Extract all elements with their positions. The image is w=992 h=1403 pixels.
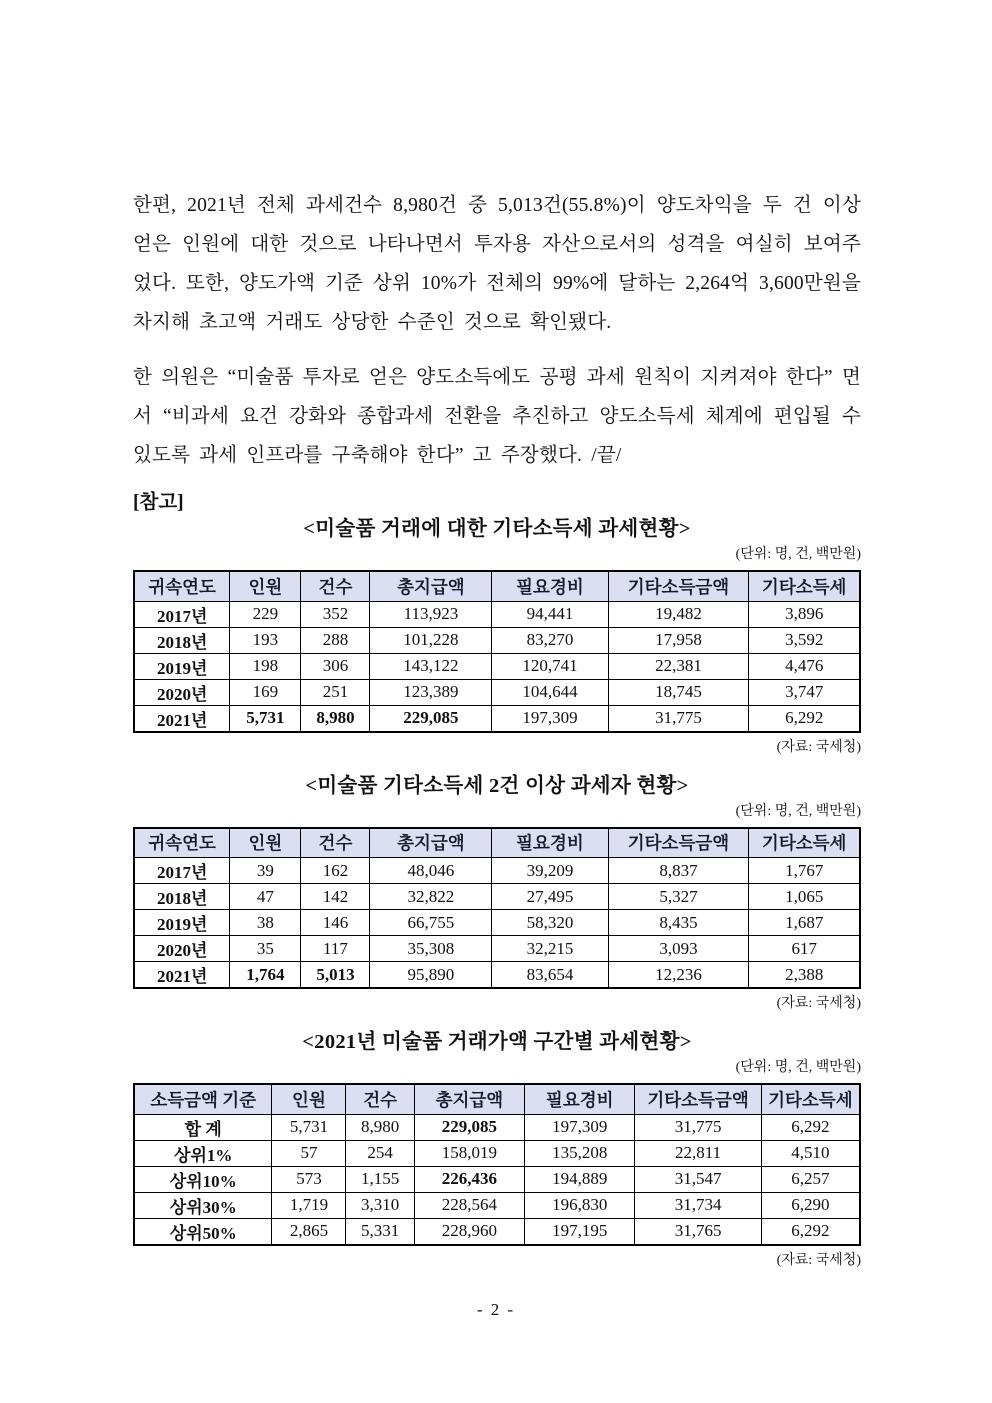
table-cell: 2019년 bbox=[134, 653, 230, 679]
table-cell: 5,331 bbox=[346, 1218, 414, 1245]
table-cell: 35 bbox=[230, 936, 301, 962]
table-header-row bbox=[134, 1084, 860, 1114]
table-cell: 31,775 bbox=[635, 1114, 761, 1140]
table-cell: 83,654 bbox=[492, 962, 608, 989]
table-section-3 bbox=[133, 1028, 861, 1271]
table-cell: 1,767 bbox=[749, 858, 860, 884]
table-cell: 229 bbox=[230, 601, 301, 627]
unit-note: (단위: 명, 건, 백만원) bbox=[735, 803, 861, 819]
unit-note: (단위: 명, 건, 백만원) bbox=[735, 547, 861, 562]
table-cell: 3,592 bbox=[749, 627, 860, 653]
header-cell: 귀속연도 bbox=[134, 571, 230, 601]
table-cell: 19,482 bbox=[608, 601, 749, 627]
table-cell: 104,644 bbox=[492, 679, 608, 705]
header-cell: 기타소득금액 bbox=[608, 828, 749, 858]
multi-transaction-table bbox=[133, 827, 861, 990]
table-row bbox=[134, 705, 860, 732]
table-cell: 1,764 bbox=[230, 962, 301, 989]
table-row bbox=[134, 858, 860, 884]
table-cell: 2020년 bbox=[134, 679, 230, 705]
header-cell: 인원 bbox=[230, 828, 301, 858]
table-cell: 상위1% bbox=[134, 1140, 272, 1166]
table-cell: 8,837 bbox=[608, 858, 749, 884]
table-cell: 8,980 bbox=[301, 705, 370, 732]
table-cell: 617 bbox=[749, 936, 860, 962]
table-cell: 2019년 bbox=[134, 910, 230, 936]
header-cell: 인원 bbox=[272, 1084, 346, 1114]
header-cell: 기타소득금액 bbox=[608, 571, 749, 601]
table-cell: 83,270 bbox=[492, 627, 608, 653]
header-cell: 필요경비 bbox=[525, 1084, 635, 1114]
header-cell: 총지급액 bbox=[370, 571, 492, 601]
table-cell: 6,292 bbox=[761, 1114, 860, 1140]
table-cell: 상위50% bbox=[134, 1218, 272, 1245]
table-cell: 35,308 bbox=[370, 936, 492, 962]
table-cell: 18,745 bbox=[608, 679, 749, 705]
table-cell: 193 bbox=[230, 627, 301, 653]
table-cell: 2021년 bbox=[134, 705, 230, 732]
table-cell: 31,775 bbox=[608, 705, 749, 732]
table-cell: 113,923 bbox=[370, 601, 492, 627]
table-cell: 146 bbox=[301, 910, 370, 936]
table-header-row bbox=[134, 828, 860, 858]
table-row bbox=[134, 1114, 860, 1140]
table-cell: 3,310 bbox=[346, 1192, 414, 1218]
table-cell: 2,388 bbox=[749, 962, 860, 989]
table-row bbox=[134, 936, 860, 962]
table-cell: 합 계 bbox=[134, 1114, 272, 1140]
table-cell: 38 bbox=[230, 910, 301, 936]
table-cell: 198 bbox=[230, 653, 301, 679]
table-cell: 58,320 bbox=[492, 910, 608, 936]
table-cell: 17,958 bbox=[608, 627, 749, 653]
table-header-row bbox=[134, 571, 860, 601]
table-title: <미술품 거래에 대한 기타소득세 과세현황> bbox=[303, 518, 691, 540]
table-cell: 48,046 bbox=[370, 858, 492, 884]
table-cell: 3,093 bbox=[608, 936, 749, 962]
table-cell: 135,208 bbox=[525, 1140, 635, 1166]
table-cell: 2020년 bbox=[134, 936, 230, 962]
table-row bbox=[134, 884, 860, 910]
header-cell: 귀속연도 bbox=[134, 828, 230, 858]
table-cell: 47 bbox=[230, 884, 301, 910]
table-cell: 31,547 bbox=[635, 1166, 761, 1192]
table-cell: 228,564 bbox=[414, 1192, 524, 1218]
table-cell: 95,890 bbox=[370, 962, 492, 989]
table-cell: 8,980 bbox=[346, 1114, 414, 1140]
table-cell: 66,755 bbox=[370, 910, 492, 936]
table-cell: 4,476 bbox=[749, 653, 860, 679]
table-cell: 162 bbox=[301, 858, 370, 884]
table-cell: 상위10% bbox=[134, 1166, 272, 1192]
table-cell: 8,435 bbox=[608, 910, 749, 936]
table-cell: 94,441 bbox=[492, 601, 608, 627]
table-cell: 573 bbox=[272, 1166, 346, 1192]
header-cell: 필요경비 bbox=[492, 571, 608, 601]
header-cell: 총지급액 bbox=[414, 1084, 524, 1114]
header-cell: 기타소득세 bbox=[749, 571, 860, 601]
table-cell: 1,065 bbox=[749, 884, 860, 910]
table-row bbox=[134, 910, 860, 936]
table-cell: 194,889 bbox=[525, 1166, 635, 1192]
bracket-tax-table bbox=[133, 1083, 861, 1246]
header-cell: 건수 bbox=[301, 571, 370, 601]
table-cell: 31,765 bbox=[635, 1218, 761, 1245]
table-cell: 197,195 bbox=[525, 1218, 635, 1245]
table-cell: 3,747 bbox=[749, 679, 860, 705]
table-cell: 1,719 bbox=[272, 1192, 346, 1218]
header-cell: 기타소득금액 bbox=[635, 1084, 761, 1114]
header-cell: 건수 bbox=[301, 828, 370, 858]
table-cell: 32,822 bbox=[370, 884, 492, 910]
table-cell: 4,510 bbox=[761, 1140, 860, 1166]
table-cell: 2017년 bbox=[134, 858, 230, 884]
table-cell: 39,209 bbox=[492, 858, 608, 884]
table-cell: 5,731 bbox=[272, 1114, 346, 1140]
header-cell: 기타소득세 bbox=[761, 1084, 860, 1114]
table-cell: 229,085 bbox=[414, 1114, 524, 1140]
page-number: - 2 - bbox=[476, 1300, 516, 1319]
table-cell: 39 bbox=[230, 858, 301, 884]
table-cell: 117 bbox=[301, 936, 370, 962]
header-cell: 건수 bbox=[346, 1084, 414, 1114]
table-row bbox=[134, 1140, 860, 1166]
table-cell: 6,257 bbox=[761, 1166, 860, 1192]
table-row bbox=[134, 679, 860, 705]
source-note: (자료: 국세청) bbox=[776, 739, 861, 755]
table-row bbox=[134, 1192, 860, 1218]
table-row bbox=[134, 653, 860, 679]
header-cell: 기타소득세 bbox=[749, 828, 860, 858]
table-cell: 57 bbox=[272, 1140, 346, 1166]
table-title: <2021년 미술품 거래가액 구간별 과세현황> bbox=[302, 1031, 692, 1053]
table-cell: 1,687 bbox=[749, 910, 860, 936]
table-row bbox=[134, 962, 860, 989]
table-cell: 2018년 bbox=[134, 627, 230, 653]
table-cell: 288 bbox=[301, 627, 370, 653]
table-cell: 169 bbox=[230, 679, 301, 705]
table-cell: 2021년 bbox=[134, 962, 230, 989]
table-cell: 32,215 bbox=[492, 936, 608, 962]
header-cell: 소득금액 기준 bbox=[134, 1084, 272, 1114]
table-cell: 142 bbox=[301, 884, 370, 910]
table-cell: 5,013 bbox=[301, 962, 370, 989]
table-cell: 120,741 bbox=[492, 653, 608, 679]
table-cell: 306 bbox=[301, 653, 370, 679]
source-note: (자료: 국세청) bbox=[776, 996, 861, 1011]
source-note: (자료: 국세청) bbox=[776, 1252, 861, 1268]
table-cell: 6,292 bbox=[761, 1218, 860, 1245]
body-paragraph-2: 한 의원은 “미술품 투자로 얻은 양도소득에도 공평 과세 원칙이 지켜져야 한다” 면서 “비과세 요건 강화와 종합과세 전환을 추진하고 양도소득세 체계에 편입될 수 있도록 과세 인프라를 구축해야 한다” 고 주장했다. /끝/ bbox=[133, 367, 861, 466]
table-cell: 1,155 bbox=[346, 1166, 414, 1192]
table-cell: 101,228 bbox=[370, 627, 492, 653]
table-cell: 196,830 bbox=[525, 1192, 635, 1218]
table-cell: 22,811 bbox=[635, 1140, 761, 1166]
table-cell: 197,309 bbox=[525, 1114, 635, 1140]
table-cell: 27,495 bbox=[492, 884, 608, 910]
table-cell: 5,731 bbox=[230, 705, 301, 732]
table-cell: 197,309 bbox=[492, 705, 608, 732]
table-title: <미술품 기타소득세 2건 이상 과세자 현황> bbox=[305, 774, 689, 797]
table-cell: 226,436 bbox=[414, 1166, 524, 1192]
table-section-2 bbox=[133, 772, 861, 1015]
table-cell: 5,327 bbox=[608, 884, 749, 910]
table-row bbox=[134, 627, 860, 653]
reference-label: [참고] bbox=[133, 492, 184, 513]
header-cell: 총지급액 bbox=[370, 828, 492, 858]
table-cell: 123,389 bbox=[370, 679, 492, 705]
header-cell: 인원 bbox=[230, 571, 301, 601]
body-paragraph-1: 한편, 2021년 전체 과세건수 8,980건 중 5,013건(55.8%)이 양도차익을 두 건 이상 얻은 인원에 대한 것으로 나타나면서 투자용 자산으로서의 성격을 여실히 보여주었다. 또한, 양도가액 기준 상위 10%가 전체의 99%에 달하는 2,264억 3,600만원을 차지해 초고액 거래도 상당한 수준인 것으로 확인됐다. bbox=[133, 195, 861, 333]
table-cell: 352 bbox=[301, 601, 370, 627]
table-row bbox=[134, 601, 860, 627]
table-row bbox=[134, 1218, 860, 1245]
unit-note: (단위: 명, 건, 백만원) bbox=[735, 1060, 861, 1075]
table-cell: 228,960 bbox=[414, 1218, 524, 1245]
table-cell: 229,085 bbox=[370, 705, 492, 732]
table-cell: 6,290 bbox=[761, 1192, 860, 1218]
table-cell: 31,734 bbox=[635, 1192, 761, 1218]
table-cell: 22,381 bbox=[608, 653, 749, 679]
table-cell: 12,236 bbox=[608, 962, 749, 989]
table-cell: 143,122 bbox=[370, 653, 492, 679]
table-cell: 2017년 bbox=[134, 601, 230, 627]
table-row bbox=[134, 1166, 860, 1192]
header-cell: 필요경비 bbox=[492, 828, 608, 858]
tax-status-table bbox=[133, 570, 861, 733]
table-cell: 3,896 bbox=[749, 601, 860, 627]
table-cell: 158,019 bbox=[414, 1140, 524, 1166]
table-cell: 6,292 bbox=[749, 705, 860, 732]
table-cell: 251 bbox=[301, 679, 370, 705]
table-cell: 254 bbox=[346, 1140, 414, 1166]
table-cell: 2,865 bbox=[272, 1218, 346, 1245]
table-section-1 bbox=[133, 515, 861, 758]
table-cell: 상위30% bbox=[134, 1192, 272, 1218]
table-cell: 2018년 bbox=[134, 884, 230, 910]
